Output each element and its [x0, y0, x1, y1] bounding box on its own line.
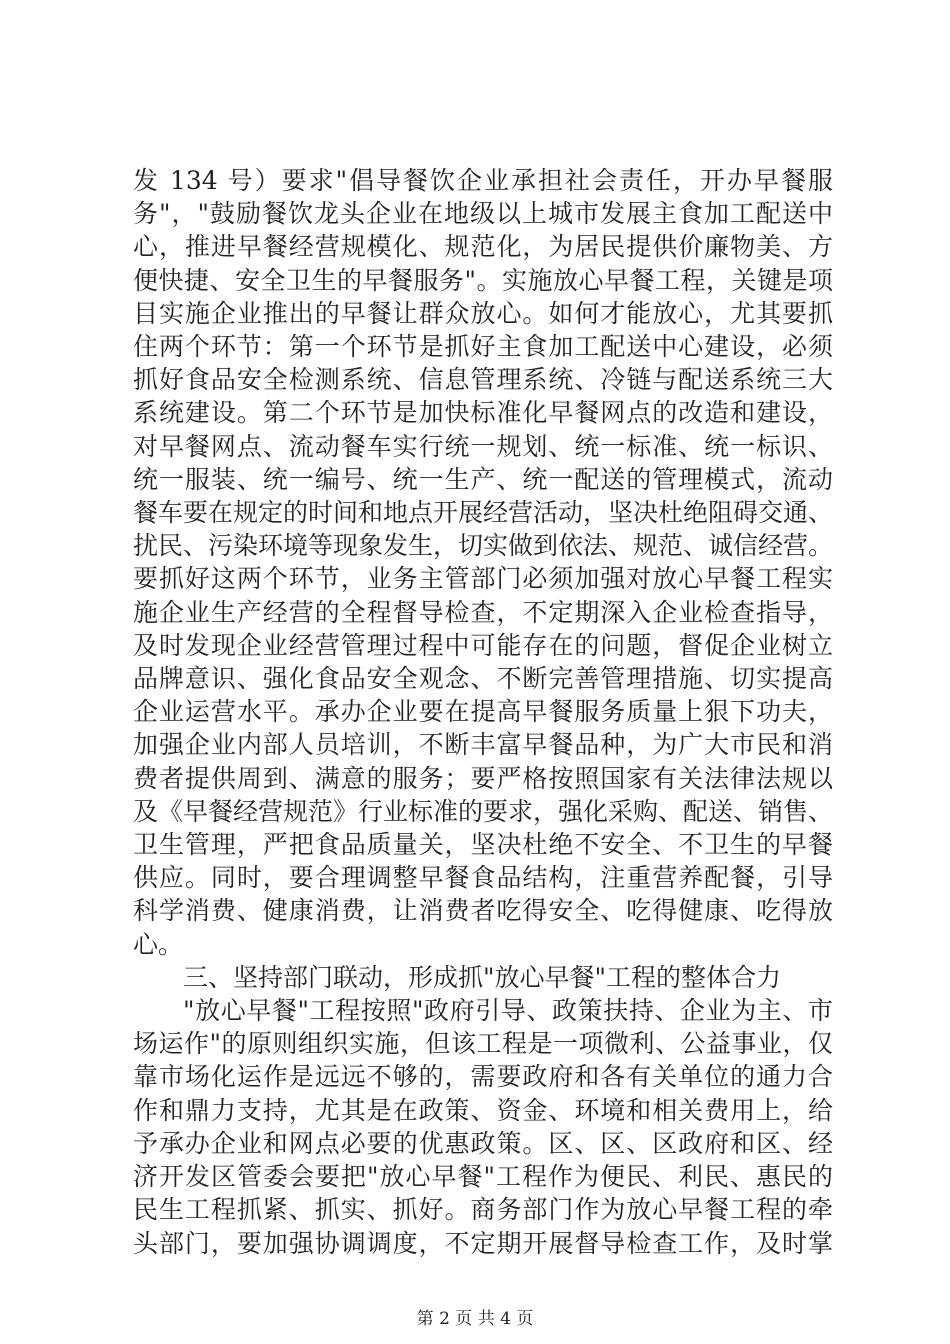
text-line: 要抓好这两个环节，业务主管部门必须加强对放心早餐工程实: [133, 564, 833, 594]
text-line: 靠市场化运作是远远不够的，需要政府和各有关单位的通力合: [133, 1062, 833, 1092]
paragraph-1: [133, 164, 833, 961]
text-line: "放心早餐"工程按照"政府引导、政策扶持、企业为主、市: [183, 996, 833, 1026]
text-line: 对早餐网点、流动餐车实行统一规划、统一标准、统一标识、: [133, 431, 833, 461]
text-line: 发 134 号）要求"倡导餐饮企业承担社会责任，开办早餐服: [133, 166, 833, 195]
text-line: 卫生管理，严把食品质量关，坚决杜绝不安全、不卫生的早餐: [133, 830, 833, 860]
text-line: 及时发现企业经营管理过程中可能存在的问题，督促企业树立: [133, 630, 833, 660]
text-line: 务"，"鼓励餐饮龙头企业在地级以上城市发展主食加工配送中: [133, 199, 833, 229]
page-number-footer: 第 2 页 共 4 页: [416, 1309, 534, 1329]
paragraph-2: [133, 994, 833, 1260]
document-body: [133, 164, 833, 1260]
text-line: 心。: [133, 929, 184, 959]
text-line: 费者提供周到、满意的服务；要严格按照国家有关法律法规以: [133, 763, 833, 793]
text-line: 抓好食品安全检测系统、信息管理系统、冷链与配送系统三大: [133, 365, 833, 395]
text-line: 统一服装、统一编号、统一生产、统一配送的管理模式，流动: [133, 464, 833, 494]
text-line: 住两个环节：第一个环节是抓好主食加工配送中心建设，必须: [133, 332, 833, 362]
text-line: 施企业生产经营的全程督导检查，不定期深入企业检查指导，: [133, 597, 833, 627]
text-line: 科学消费、健康消费，让消费者吃得安全、吃得健康、吃得放: [133, 896, 833, 926]
text-line: 民生工程抓紧、抓实、抓好。商务部门作为放心早餐工程的牵: [133, 1195, 833, 1225]
text-line: 企业运营水平。承办企业要在提高早餐服务质量上狠下功夫，: [133, 697, 833, 727]
text-line: 予承办企业和网点必要的优惠政策。区、区、区政府和区、经: [133, 1128, 833, 1158]
text-line: 心，推进早餐经营规模化、规范化，为居民提供价廉物美、方: [133, 232, 833, 262]
text-line: 目实施企业推出的早餐让群众放心。如何才能放心，尤其要抓: [133, 298, 833, 328]
text-line: 系统建设。第二个环节是加快标准化早餐网点的改造和建设，: [133, 398, 833, 428]
text-line: 作和鼎力支持，尤其是在政策、资金、环境和相关费用上，给: [133, 1095, 833, 1125]
text-line: 品牌意识、强化食品安全观念、不断完善管理措施、切实提高: [133, 664, 833, 694]
text-line: 扰民、污染环境等现象发生，切实做到依法、规范、诚信经营。: [133, 531, 834, 561]
text-line: 便快捷、安全卫生的早餐服务"。实施放心早餐工程，关键是项: [133, 265, 833, 295]
text-line: 餐车要在规定的时间和地点开展经营活动，坚决杜绝阻碍交通、: [133, 498, 834, 528]
section-heading: [133, 961, 833, 994]
text-line: 头部门，要加强协调调度，不定期开展督导检查工作，及时掌: [133, 1228, 833, 1258]
text-line: 加强企业内部人员培训，不断丰富早餐品种，为广大市民和消: [133, 730, 833, 760]
text-line: 济开发区管委会要把"放心早餐"工程作为便民、利民、惠民的: [133, 1162, 833, 1192]
text-line: 及《早餐经营规范》行业标准的要求，强化采购、配送、销售、: [133, 796, 834, 826]
heading-line: 三、坚持部门联动，形成抓"放心早餐"工程的整体合力: [183, 962, 782, 992]
text-line: 供应。同时，要合理调整早餐食品结构，注重营养配餐，引导: [133, 863, 833, 893]
text-line: 场运作"的原则组织实施，但该工程是一项微利、公益事业，仅: [133, 1029, 833, 1059]
